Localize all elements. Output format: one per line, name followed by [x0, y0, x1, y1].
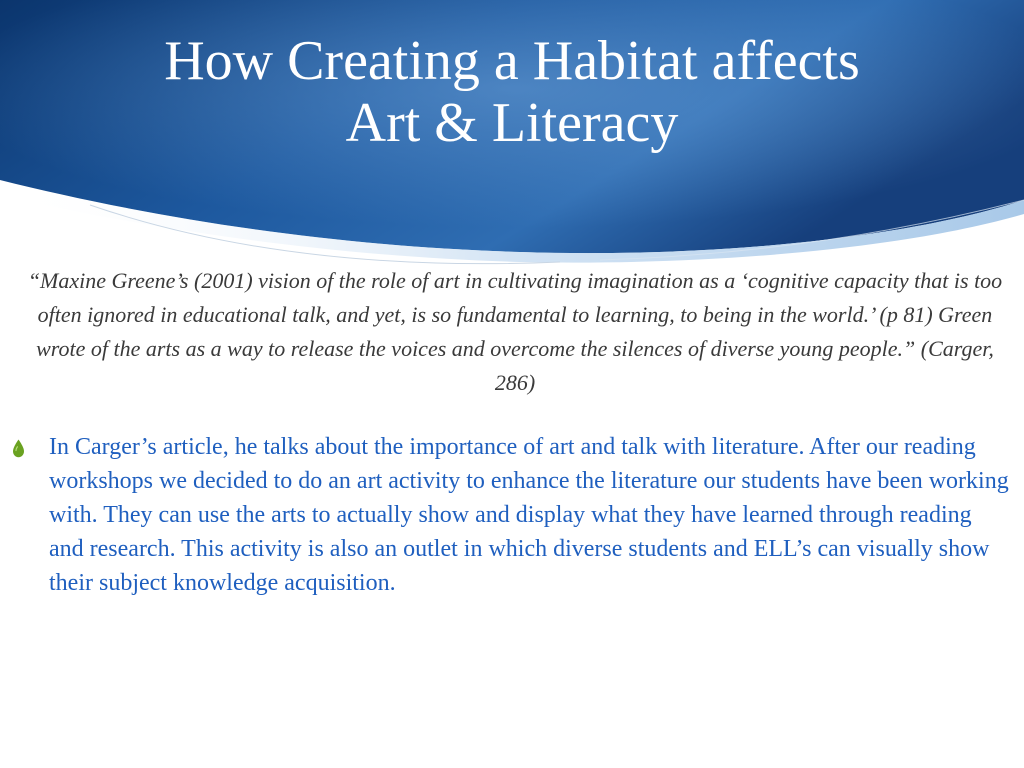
bullet-list: [0, 430, 1024, 600]
quote-text: “Maxine Greene’s (2001) vision of the role of art in cultivating imagination as a ‘cognitive capacity that is too often ignored in educational talk, and yet, is so fundamental to learning, to being in the world.’ (p 81) Green wrote of the arts as a way to release the voices and overcome the silences of diverse young people.” (Carger, 286): [27, 268, 1003, 395]
slide-title-line2: Art & Literacy: [345, 92, 679, 154]
slide-title-line1: How Creating a Habitat affects: [164, 30, 860, 92]
bullet-text: In Carger’s article, he talks about the importance of art and talk with literature. After our reading workshops we decided to do an art activity to enhance the literature our students have been working with. They can use the arts to actually show and display what they have learned through reading and research. This activity is also an outlet in which diverse students and ELL’s can visually show their subject knowledge acquisition.: [49, 434, 1009, 596]
droplet-bullet-icon: [12, 439, 25, 458]
bullet-item: [0, 430, 1024, 600]
slide-title: [0, 30, 1024, 154]
